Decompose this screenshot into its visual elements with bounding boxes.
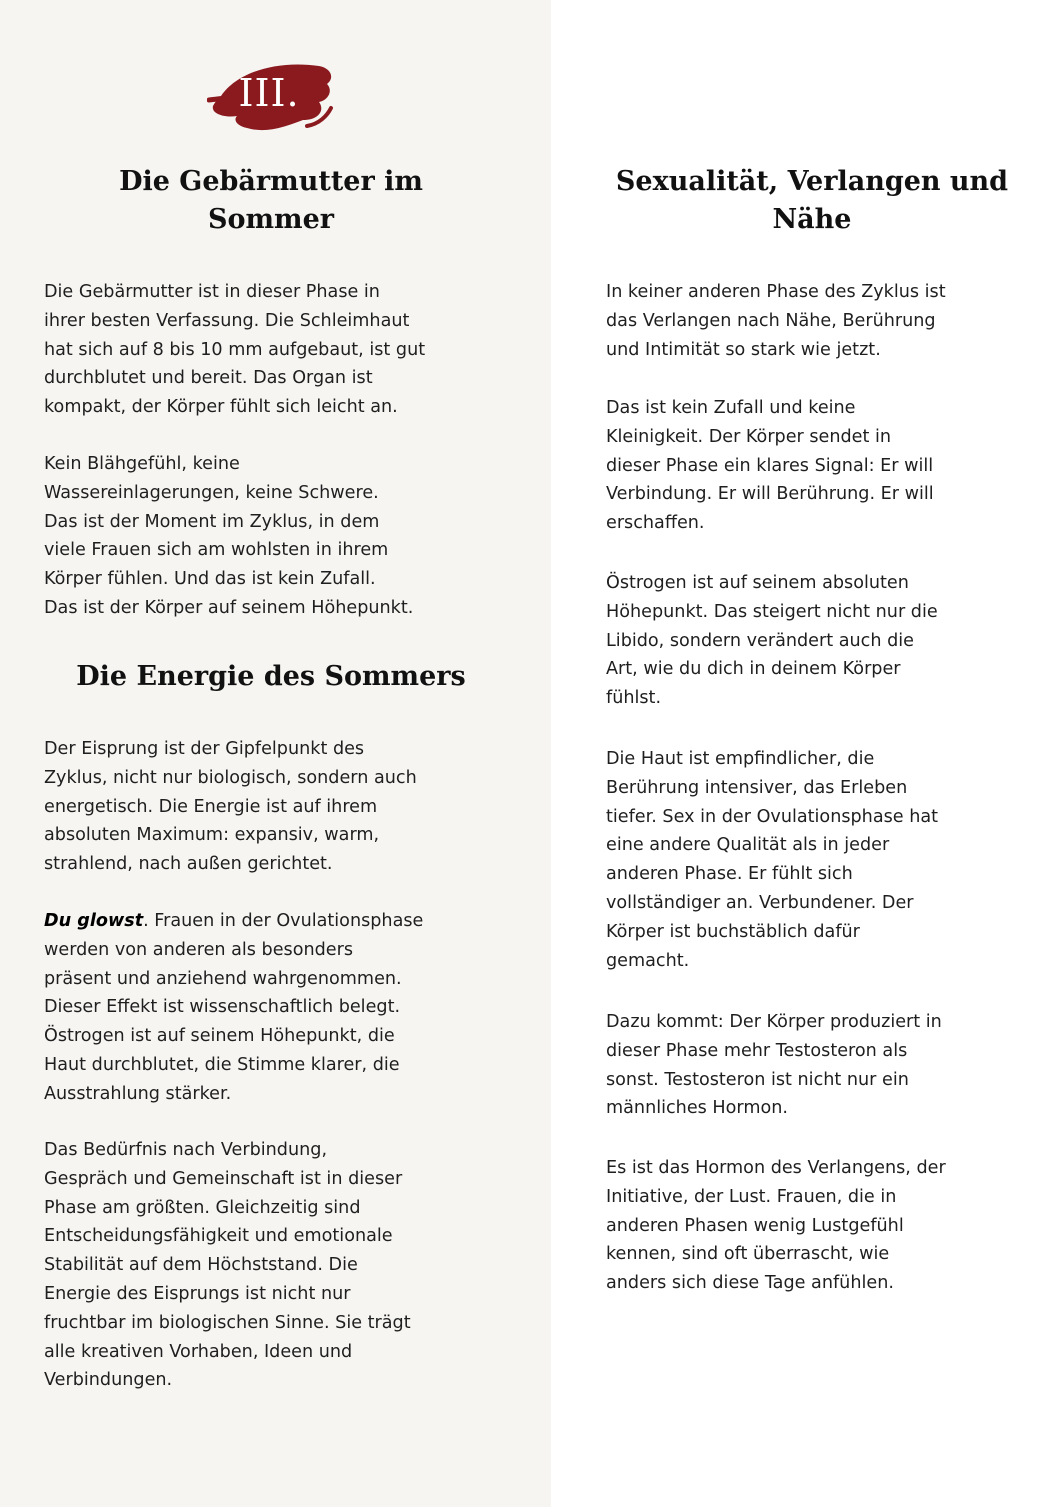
text-line: viele Frauen sich am wohlsten in ihrem: [44, 540, 389, 561]
paragraph-body-feeling: [44, 450, 514, 623]
text-line: Verbindung. Er will Berührung. Er will: [606, 484, 934, 505]
paragraph-skin-touch: [606, 745, 1036, 975]
heading-line: Sexualität, Verlangen und: [615, 166, 1009, 197]
text-line: Berührung intensiver, das Erleben: [606, 777, 908, 798]
text-line: Zyklus, nicht nur biologisch, sondern auch: [44, 767, 417, 788]
heading-line: Nähe: [772, 204, 852, 235]
text-line: Die Gebärmutter ist in dieser Phase in: [44, 282, 380, 302]
section-heading-uterus: [100, 163, 442, 239]
heading-line: Die Gebärmutter im: [119, 166, 423, 197]
text-fragment: . Frauen in der Ovulationsphase: [143, 911, 424, 931]
text-line: Das ist der Moment im Zyklus, in dem: [44, 511, 380, 532]
text-line: anderen Phase. Er fühlt sich: [606, 864, 853, 885]
text-line: Ausstrahlung stärker.: [44, 1083, 232, 1104]
text-line: männliches Hormon.: [606, 1098, 788, 1119]
text-line: Wassereinlagerungen, keine Schwere.: [44, 482, 379, 503]
text-line: Das ist der Körper auf seinem Höhepunkt.: [44, 597, 414, 618]
text-line: Das ist kein Zufall und keine: [606, 398, 856, 418]
text-line: ihrer besten Verfassung. Die Schleimhaut: [44, 310, 410, 331]
text-line: [44, 907, 514, 936]
text-line: hat sich auf 8 bis 10 mm aufgebaut, ist gut: [44, 339, 426, 360]
paragraph-desire: [606, 278, 1036, 364]
text-line: Libido, sondern verändert auch die: [606, 630, 914, 651]
paragraph-connection: [44, 1136, 514, 1395]
text-line: Höhepunkt. Das steigert nicht nur die: [606, 601, 938, 622]
text-line: Verbindungen.: [44, 1370, 173, 1391]
chapter-numeral: III.: [238, 71, 300, 115]
text-line: sonst. Testosteron ist nicht nur ein: [606, 1069, 909, 1090]
text-line: Kleinigkeit. Der Körper sendet in: [606, 426, 892, 447]
paragraph-glow: [44, 907, 514, 1109]
text-line: Der Eisprung ist der Gipfelpunkt des: [44, 739, 365, 759]
text-line: erschaffen.: [606, 513, 705, 534]
text-line: strahlend, nach außen gerichtet.: [44, 854, 333, 875]
text-line: dieser Phase ein klares Signal: Er will: [606, 455, 934, 476]
text-line: Körper fühlen. Und das ist kein Zufall.: [44, 569, 376, 590]
text-line: dieser Phase mehr Testosteron als: [606, 1040, 908, 1061]
text-line: gemacht.: [606, 950, 690, 971]
text-line: Die Haut ist empfindlicher, die: [606, 749, 875, 769]
text-line: absoluten Maximum: expansiv, warm,: [44, 825, 380, 846]
text-line: tiefer. Sex in der Ovulationsphase hat: [606, 806, 939, 827]
text-line: anders sich diese Tage anfühlen.: [606, 1273, 894, 1294]
text-line: präsent und anziehend wahrgenommen.: [44, 968, 402, 989]
heading-line: Sommer: [207, 204, 335, 235]
text-line: Energie des Eisprungs ist nicht nur: [44, 1283, 351, 1304]
text-line: Dieser Effekt ist wissenschaftlich belegt.: [44, 997, 401, 1018]
text-line: kennen, sind oft überrascht, wie: [606, 1244, 890, 1265]
text-line: Art, wie du dich in deinem Körper: [606, 659, 901, 680]
text-line: Kein Blähgefühl, keine: [44, 454, 240, 474]
text-line: In keiner anderen Phase des Zyklus ist: [606, 282, 946, 302]
text-line: werden von anderen als besonders: [44, 939, 354, 960]
text-line: fruchtbar im biologischen Sinne. Sie trägt: [44, 1312, 411, 1333]
paragraph-body-signal: [606, 394, 1036, 538]
paragraph-ovulation-energy: [44, 735, 514, 879]
text-line: Es ist das Hormon des Verlangens, der: [606, 1158, 946, 1178]
text-line: Entscheidungsfähigkeit und emotionale: [44, 1226, 393, 1247]
text-line: Dazu kommt: Der Körper produziert in: [606, 1012, 942, 1032]
text-line: durchblutet und bereit. Das Organ ist: [44, 368, 373, 389]
chapter-badge: [207, 56, 335, 140]
text-line: das Verlangen nach Nähe, Berührung: [606, 310, 936, 331]
text-line: Stabilität auf dem Höchststand. Die: [44, 1255, 358, 1276]
emphasis-text: Du glowst: [44, 911, 144, 931]
text-line: Initiative, der Lust. Frauen, die in: [606, 1186, 897, 1207]
text-line: Körper ist buchstäblich dafür: [606, 921, 860, 942]
section-heading-summer-energy: Die Energie des Sommers: [76, 661, 466, 692]
text-line: eine andere Qualität als in jeder: [606, 835, 890, 856]
paragraph-testosterone: [606, 1008, 1036, 1123]
text-line: fühlst.: [606, 688, 662, 709]
text-line: anderen Phasen wenig Lustgefühl: [606, 1215, 904, 1236]
paragraph-hormone-desire: [606, 1154, 1036, 1298]
text-line: kompakt, der Körper fühlt sich leicht an.: [44, 397, 398, 418]
text-line: Östrogen ist auf seinem absoluten: [606, 573, 909, 593]
text-line: energetisch. Die Energie ist auf ihrem: [44, 796, 378, 817]
paragraph-uterus-condition: [44, 278, 514, 422]
text-line: Gespräch und Gemeinschaft ist in dieser: [44, 1168, 403, 1189]
text-line: und Intimität so stark wie jetzt.: [606, 339, 881, 360]
text-line: Haut durchblutet, die Stimme klarer, die: [44, 1054, 400, 1075]
section-heading-sexuality: [600, 163, 1024, 239]
text-line: Östrogen ist auf seinem Höhepunkt, die: [44, 1026, 395, 1047]
paragraph-estrogen: [606, 569, 1036, 713]
text-line: Das Bedürfnis nach Verbindung,: [44, 1140, 328, 1160]
text-line: Phase am größten. Gleichzeitig sind: [44, 1197, 361, 1218]
text-line: alle kreativen Vorhaben, Ideen und: [44, 1341, 353, 1362]
text-line: vollständiger an. Verbundener. Der: [606, 892, 914, 913]
